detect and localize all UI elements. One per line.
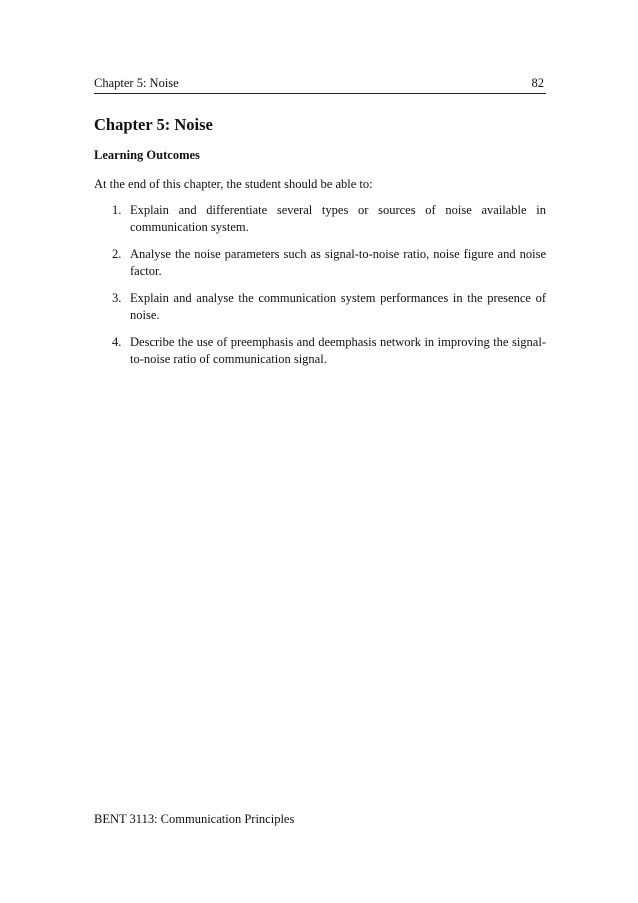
learning-outcomes-heading: Learning Outcomes: [94, 148, 200, 162]
intro-paragraph: At the end of this chapter, the student should be able to:: [94, 177, 373, 191]
list-item-text: Explain and analyse the communication system performances in the presence of noise.: [130, 291, 546, 322]
list-item-number: 4.: [112, 335, 122, 349]
list-item: [94, 246, 546, 280]
list-item-text: Explain and differentiate several types or sources of noise available in communication system.: [130, 203, 546, 234]
list-item-number: 2.: [112, 247, 122, 261]
page-footer: BENT 3113: Communication Principles: [94, 812, 295, 826]
list-item-text: Describe the use of preemphasis and deemphasis network in improving the signal-to-noise ratio of communication signal.: [130, 335, 546, 366]
list-item-number: 1.: [112, 203, 122, 217]
list-item-text: Analyse the noise parameters such as signal-to-noise ratio, noise figure and noise factor.: [130, 247, 546, 278]
list-item: [94, 334, 546, 368]
list-item: [94, 290, 546, 324]
list-item-number: 3.: [112, 291, 122, 305]
running-header: [94, 75, 546, 94]
header-chapter-title: Chapter 5: Noise: [94, 76, 179, 90]
page-number: 82: [531, 76, 544, 90]
list-item: [94, 202, 546, 236]
learning-outcomes-list: [94, 202, 546, 378]
chapter-title: Chapter 5: Noise: [94, 115, 213, 134]
